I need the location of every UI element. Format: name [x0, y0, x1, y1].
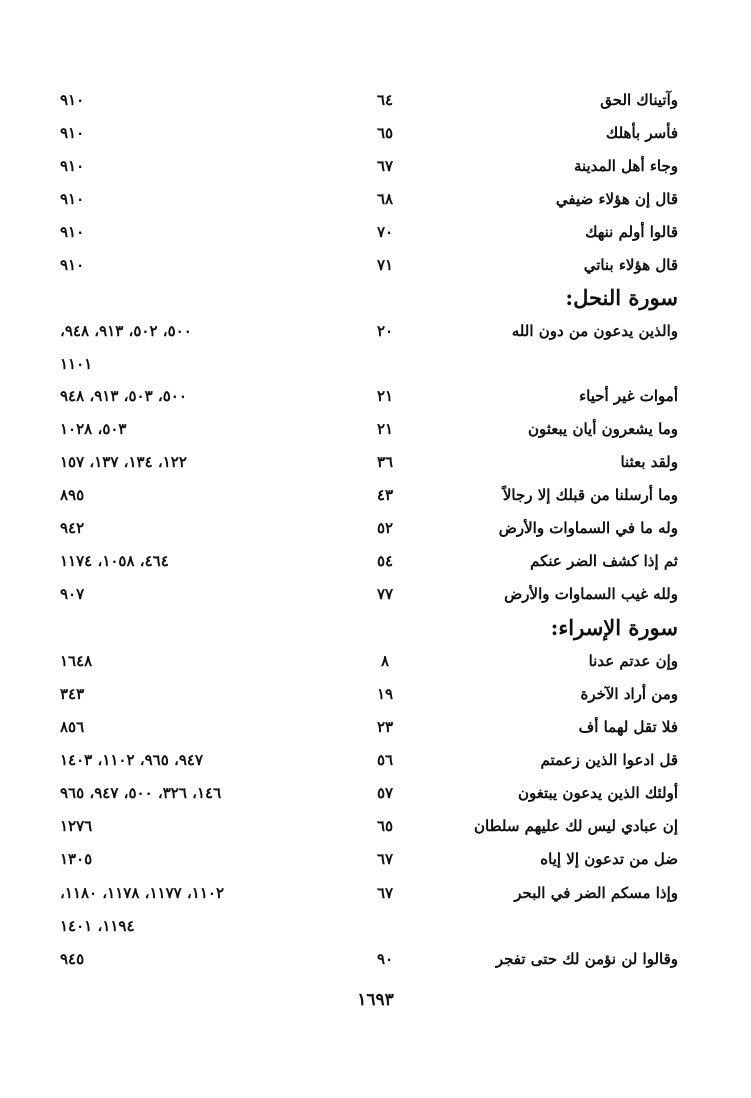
ayah-number: ٧١ — [376, 256, 394, 274]
verse-text: ثم إذا كشف الضر عنكم — [530, 552, 678, 570]
surah-heading: سورة النحل: — [565, 285, 678, 310]
index-entry — [0, 943, 751, 976]
verse-text: وإذا مسكم الضر في البحر — [514, 884, 678, 902]
verse-text: إن عبادي ليس لك عليهم سلطان — [474, 817, 678, 835]
page-references: ٨٩٥ — [60, 486, 85, 504]
page-references: ١٣٠٥ — [60, 850, 93, 868]
verse-text: وإن عدتم عدنا — [588, 652, 678, 670]
verse-text: والذين يدعون من دون الله — [511, 322, 678, 340]
verse-text: ولقد بعثنا — [620, 453, 678, 471]
index-entry — [0, 446, 751, 479]
page-references: ٩١٠ — [60, 223, 85, 241]
verse-text: وما أرسلنا من قبلك إلا رجالاً — [502, 486, 678, 504]
page-references: ١٦٤٨ — [60, 652, 93, 670]
index-entry — [0, 150, 751, 183]
index-entry — [0, 249, 751, 282]
ayah-number: ٢١ — [376, 387, 394, 405]
ayah-number: ٥٤ — [376, 552, 394, 570]
page-references: ١١٠٢، ١١٧٧، ١١٧٨، ١١٨٠، — [60, 884, 225, 902]
ayah-number: ٥٧ — [376, 784, 394, 802]
index-entry — [0, 711, 751, 744]
index-entry — [0, 413, 751, 446]
page-references: ١٤٦، ٣٢٦، ٥٠٠، ٩٤٧، ٩٦٥ — [60, 784, 222, 802]
index-entry-continuation — [0, 348, 751, 381]
verse-text: أموات غير أحياء — [579, 387, 678, 405]
surah-heading: سورة الإسراء: — [550, 615, 678, 640]
index-entry — [0, 545, 751, 578]
page-references: ٥٠٠، ٥٠٢، ٩١٣، ٩٤٨، — [60, 322, 192, 340]
verse-text: وجاء أهل المدينة — [573, 157, 678, 175]
page-references: ١٢٧٦ — [60, 817, 93, 835]
ayah-number: ١٩ — [376, 685, 394, 703]
index-entry — [0, 843, 751, 876]
verse-text: وقالوا لن نؤمن لك حتى تفجر — [495, 950, 678, 968]
page-references: ٨٥٦ — [60, 718, 85, 736]
index-entry — [0, 315, 751, 348]
ayah-number: ٦٧ — [376, 884, 394, 902]
index-entry — [0, 810, 751, 843]
verse-text: وآتيناك الحق — [600, 91, 678, 109]
index-entry — [0, 877, 751, 910]
verse-text: قل ادعوا الذين زعمتم — [540, 751, 678, 769]
ayah-number: ٧٠ — [376, 223, 394, 241]
ayah-number: ٥٢ — [376, 519, 394, 537]
ayah-number: ٣٦ — [376, 453, 394, 471]
page-references: ٩١٠ — [60, 256, 85, 274]
verse-text: ضل من تدعون إلا إياه — [540, 850, 678, 868]
index-entry — [0, 578, 751, 611]
verse-text: فأسر بأهلك — [605, 124, 678, 142]
page-references: ٥٠٠، ٥٠٣، ٩١٣، ٩٤٨ — [60, 387, 187, 405]
index-entry — [0, 117, 751, 150]
page-references: ٩٤٥ — [60, 950, 85, 968]
page-number: ١٦٩٣ — [357, 990, 394, 1010]
page-references: ١٢٢، ١٣٤، ١٣٧، ١٥٧ — [60, 453, 187, 471]
verse-text: قال هؤلاء بناتي — [583, 256, 678, 274]
page-references-continued: ١١٩٤، ١٤٠١ — [60, 917, 135, 935]
page-references: ٣٤٣ — [60, 685, 85, 703]
ayah-number: ٩٠ — [376, 950, 394, 968]
page-references: ٩٤٢ — [60, 519, 85, 537]
verse-text: قالوا أولم ننهك — [585, 223, 678, 241]
index-entry — [0, 744, 751, 777]
verse-text: وله ما في السماوات والأرض — [498, 519, 678, 537]
ayah-number: ٦٥ — [376, 124, 394, 142]
ayah-number: ٢٣ — [376, 718, 394, 736]
page-references: ٩١٠ — [60, 124, 85, 142]
verse-text: قال إن هؤلاء ضيفي — [555, 190, 678, 208]
verse-text: ولله غيب السماوات والأرض — [504, 585, 678, 603]
ayah-number: ٦٥ — [376, 817, 394, 835]
ayah-number: ٨ — [380, 652, 390, 670]
index-entry — [0, 84, 751, 117]
page-references: ٩٠٧ — [60, 585, 85, 603]
ayah-number: ٥٦ — [376, 751, 394, 769]
page-references: ٩٤٧، ٩٦٥، ١١٠٢، ١٤٠٣ — [60, 751, 204, 769]
verse-text: أولئك الذين يدعون يبتغون — [517, 784, 678, 802]
page-references-continued: ١١٠١ — [60, 355, 93, 373]
index-entry — [0, 380, 751, 413]
ayah-number: ٧٧ — [376, 585, 394, 603]
index-entry — [0, 678, 751, 711]
verse-text: ومن أراد الآخرة — [580, 685, 678, 703]
page-references: ٩١٠ — [60, 91, 85, 109]
page-references: ٩١٠ — [60, 190, 85, 208]
ayah-number: ٦٧ — [376, 850, 394, 868]
index-entry — [0, 183, 751, 216]
verse-text: فلا تقل لهما أف — [578, 718, 678, 736]
page-references: ٥٠٣، ١٠٢٨ — [60, 420, 127, 438]
ayah-number: ٢١ — [376, 420, 394, 438]
index-entry — [0, 512, 751, 545]
index-entry — [0, 479, 751, 512]
ayah-number: ٦٧ — [376, 157, 394, 175]
ayah-number: ٢٠ — [376, 322, 394, 340]
page-references: ٤٦٤، ١٠٥٨، ١١٧٤ — [60, 552, 169, 570]
index-entry — [0, 645, 751, 678]
verse-text: وما يشعرون أيان يبعثون — [528, 420, 678, 438]
index-entry — [0, 216, 751, 249]
ayah-number: ٦٤ — [376, 91, 394, 109]
index-entry-continuation — [0, 910, 751, 943]
ayah-number: ٤٣ — [376, 486, 394, 504]
ayah-number: ٦٨ — [376, 190, 394, 208]
index-entry — [0, 777, 751, 810]
page-references: ٩١٠ — [60, 157, 85, 175]
